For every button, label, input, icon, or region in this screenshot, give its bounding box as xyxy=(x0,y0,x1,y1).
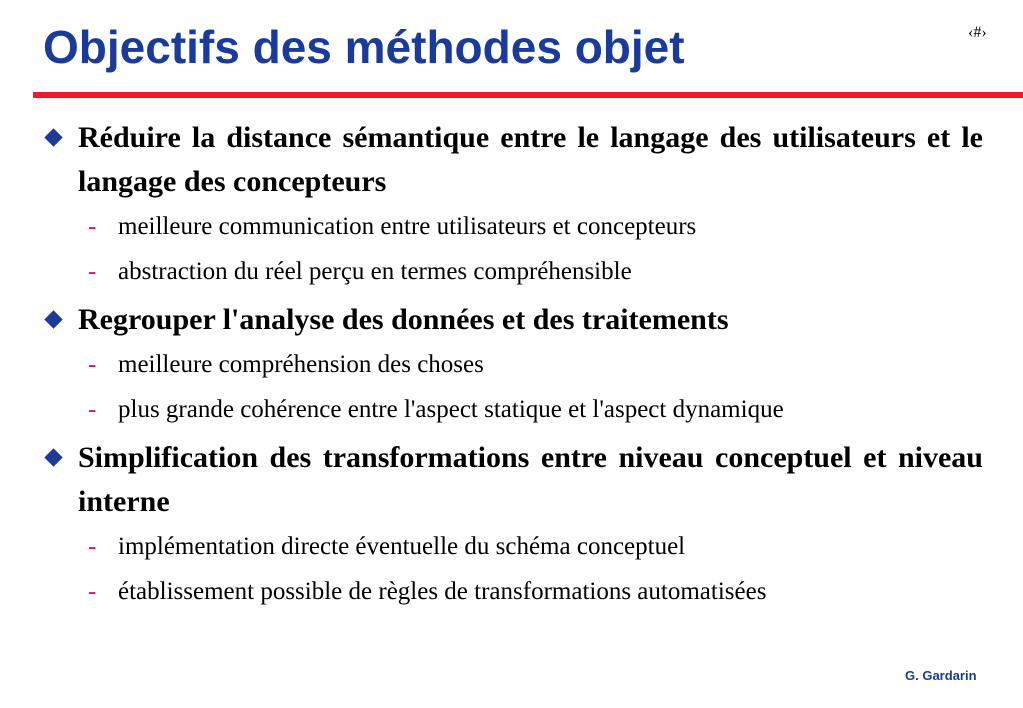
author-footer: G. Gardarin xyxy=(905,668,977,683)
sub-item-text: meilleure compréhension des choses xyxy=(118,351,484,378)
bullet-item xyxy=(43,116,983,294)
sub-item xyxy=(43,342,983,387)
bullet-main xyxy=(43,436,983,524)
dash-bullet-icon: - xyxy=(88,396,97,423)
sub-item-text: meilleure communication entre utilisateurs et concepteurs xyxy=(118,213,697,240)
sub-item-text: plus grande cohérence entre l'aspect statique et l'aspect dynamique xyxy=(118,396,784,423)
sub-item xyxy=(43,524,983,569)
bullet-item xyxy=(43,436,983,614)
diamond-bullet-icon xyxy=(44,448,62,466)
dash-bullet-icon: - xyxy=(88,258,97,285)
bullet-main xyxy=(43,298,983,342)
slide-title: Objectifs des méthodes objet xyxy=(43,21,685,73)
sub-item xyxy=(43,249,983,294)
sub-item xyxy=(43,569,983,614)
bullet-text: Réduire la distance sémantique entre le langage des utilisateurs et le langage des concepteurs xyxy=(78,121,983,198)
diamond-bullet-icon xyxy=(44,310,62,328)
sub-item-text: établissement possible de règles de transformations automatisées xyxy=(118,578,767,605)
sub-list xyxy=(43,342,983,432)
bullet-text: Simplification des transformations entre niveau conceptuel et niveau interne xyxy=(78,441,983,518)
sub-list xyxy=(43,204,983,294)
dash-bullet-icon: - xyxy=(88,533,97,560)
bullet-list xyxy=(43,116,983,614)
sub-item xyxy=(43,204,983,249)
bullet-main xyxy=(43,116,983,204)
sub-item xyxy=(43,387,983,432)
slide-number: ‹#› xyxy=(968,24,987,41)
sub-item-text: implémentation directe éventuelle du schéma conceptuel xyxy=(118,533,686,560)
dash-bullet-icon: - xyxy=(88,578,97,605)
sub-item-text: abstraction du réel perçu en termes compréhensible xyxy=(118,258,632,285)
title-divider xyxy=(33,92,1023,98)
bullet-item xyxy=(43,298,983,432)
dash-bullet-icon: - xyxy=(88,351,97,378)
bullet-text: Regrouper l'analyse des données et des traitements xyxy=(78,303,729,336)
sub-list xyxy=(43,524,983,614)
dash-bullet-icon: - xyxy=(88,213,97,240)
diamond-bullet-icon xyxy=(44,128,62,146)
